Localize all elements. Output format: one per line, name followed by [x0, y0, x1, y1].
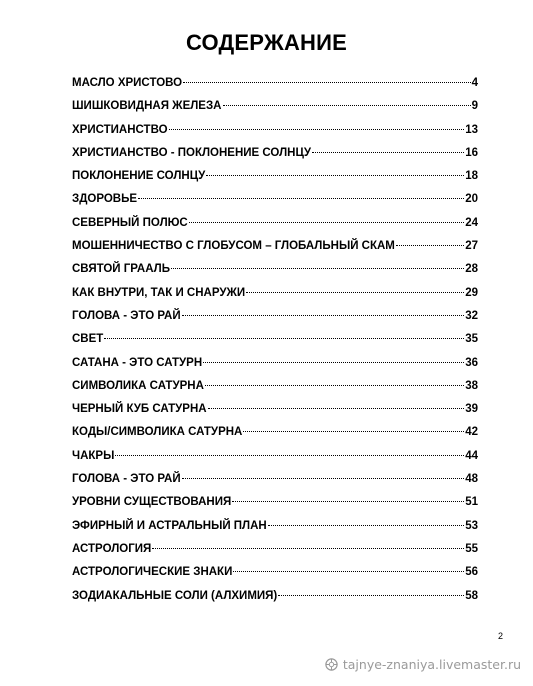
toc-entry [72, 496, 478, 519]
toc-entry-title: АСТРОЛОГИЧЕСКИЕ ЗНАКИ [72, 566, 233, 579]
toc-dot-leader [232, 501, 464, 502]
toc-dot-leader [182, 315, 465, 316]
toc-entry-page-number: 32 [465, 309, 478, 322]
toc-entry [72, 147, 478, 170]
toc-entry [72, 590, 478, 613]
toc-entry-page-number: 38 [465, 379, 478, 392]
toc-entry-title: ЗДОРОВЬЕ [72, 193, 138, 206]
toc-entry [72, 287, 478, 310]
toc-entry-page-number: 4 [471, 77, 478, 89]
toc-entry [72, 450, 478, 473]
toc-entry [72, 124, 478, 147]
toc-entry-page-number: 55 [465, 542, 478, 555]
toc-entry [72, 240, 478, 263]
toc-entry [72, 543, 478, 566]
toc-entry-title: КАК ВНУТРИ, ТАК И СНАРУЖИ [72, 286, 246, 299]
toc-entry-title: УРОВНИ СУЩЕСТВОВАНИЯ [72, 496, 232, 509]
toc-entry-title: СИМВОЛИКА САТУРНА [72, 379, 204, 392]
toc-entry-page-number: 36 [465, 356, 478, 369]
toc-entry-title: СВЕТ [72, 333, 104, 346]
toc-entry [72, 520, 478, 543]
watermark [325, 657, 521, 672]
toc-entry [72, 77, 478, 100]
toc-entry-page-number: 58 [465, 589, 478, 602]
toc-entry-page-number: 27 [465, 240, 478, 253]
toc-dot-leader [396, 245, 464, 246]
toc-entry-page-number: 18 [465, 170, 478, 183]
toc-entry-title: ХРИСТИАНСТВО - ПОКЛОНЕНИЕ СОЛНЦУ [72, 146, 312, 159]
toc-entry [72, 193, 478, 216]
toc-entry-page-number: 9 [471, 100, 478, 113]
toc-dot-leader [189, 222, 465, 223]
toc-entry [72, 170, 478, 193]
toc-entry-title: ЧЕРНЫЙ КУБ САТУРНА [72, 403, 207, 416]
toc-dot-leader [278, 595, 464, 596]
toc-dot-leader [115, 455, 464, 456]
toc-entry [72, 217, 478, 240]
toc-dot-leader [206, 175, 464, 176]
toc-entry-title: ШИШКОВИДНАЯ ЖЕЛЕЗА [72, 100, 222, 113]
toc-entry-title: СЕВЕРНЫЙ ПОЛЮС [72, 216, 188, 229]
toc-entry-page-number: 53 [465, 519, 478, 532]
toc-dot-leader [246, 292, 464, 293]
toc-entry-page-number: 16 [465, 146, 478, 159]
toc-entry-title: АСТРОЛОГИЯ [72, 542, 152, 555]
toc-entry-title: СВЯТОЙ ГРААЛЬ [72, 263, 170, 276]
toc-entry-page-number: 44 [465, 449, 478, 462]
toc-entry-page-number: 35 [465, 333, 478, 346]
toc-entry-title: МОШЕННИЧЕСТВО С ГЛОБУСОМ – ГЛОБАЛЬНЫЙ СКАМ [72, 240, 395, 253]
toc-entry-title: ЧАКРЫ [72, 449, 115, 462]
toc-entry [72, 263, 478, 286]
table-of-contents [72, 77, 478, 613]
toc-entry-page-number: 28 [465, 263, 478, 276]
toc-entry [72, 380, 478, 403]
toc-entry-title: ПОКЛОНЕНИЕ СОЛНЦУ [72, 170, 206, 183]
toc-dot-leader [243, 431, 464, 432]
toc-entry [72, 100, 478, 123]
toc-entry-page-number: 51 [465, 496, 478, 509]
toc-dot-leader [152, 548, 464, 549]
toc-entry-title: ГОЛОВА - ЭТО РАЙ [72, 473, 181, 486]
toc-dot-leader [205, 385, 464, 386]
toc-dot-leader [233, 571, 464, 572]
toc-dot-leader [171, 268, 464, 269]
page-number: 2 [498, 631, 504, 641]
toc-entry-page-number: 20 [465, 193, 478, 206]
toc-entry-title: ГОЛОВА - ЭТО РАЙ [72, 309, 181, 322]
toc-entry-title: КОДЫ/СИМВОЛИКА САТУРНА [72, 426, 243, 439]
toc-entry-page-number: 24 [465, 216, 478, 229]
toc-dot-leader [312, 152, 464, 153]
toc-dot-leader [104, 338, 464, 339]
toc-entry-page-number: 48 [465, 473, 478, 486]
toc-entry [72, 333, 478, 356]
toc-entry-page-number: 39 [465, 403, 478, 416]
toc-dot-leader [183, 82, 470, 83]
toc-entry-page-number: 56 [465, 566, 478, 579]
toc-dot-leader [208, 408, 465, 409]
toc-dot-leader [169, 129, 465, 130]
toc-dot-leader [203, 362, 464, 363]
toc-dot-leader [223, 105, 471, 106]
toc-entry-title: САТАНА - ЭТО САТУРН [72, 356, 203, 369]
toc-entry [72, 357, 478, 380]
toc-entry-page-number: 13 [465, 123, 478, 136]
toc-entry [72, 566, 478, 589]
toc-entry-page-number: 42 [465, 426, 478, 439]
toc-entry [72, 310, 478, 333]
toc-entry [72, 403, 478, 426]
toc-entry-title: ЭФИРНЫЙ И АСТРАЛЬНЫЙ ПЛАН [72, 519, 267, 532]
toc-dot-leader [268, 525, 464, 526]
toc-entry-title: МАСЛО ХРИСТОВО [72, 77, 183, 89]
toc-entry-title: ЗОДИАКАЛЬНЫЕ СОЛИ (АЛХИМИЯ) [72, 589, 278, 602]
toc-entry-page-number: 29 [465, 286, 478, 299]
toc-dot-leader [138, 198, 464, 199]
toc-entry [72, 426, 478, 449]
toc-dot-leader [182, 478, 465, 479]
livemaster-ornament-icon [325, 658, 338, 671]
watermark-text: tajnye-znaniya.livemaster.ru [342, 657, 521, 672]
toc-entry-title: ХРИСТИАНСТВО [72, 123, 168, 136]
page-title: СОДЕРЖАНИЕ [185, 30, 348, 55]
toc-entry [72, 473, 478, 496]
